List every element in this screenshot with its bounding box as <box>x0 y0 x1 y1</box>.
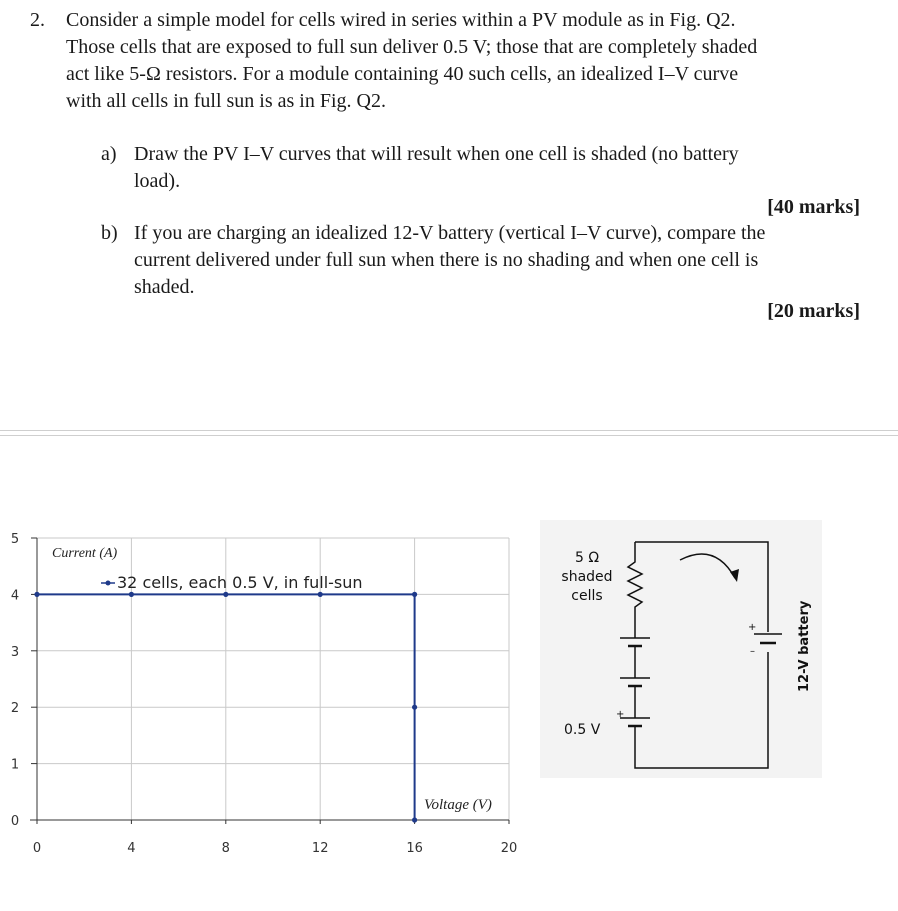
legend <box>101 573 363 592</box>
x-tick-label: 16 <box>406 841 423 856</box>
x-tick-label: 0 <box>32 841 42 856</box>
x-axis-label: Voltage (V) <box>424 797 492 813</box>
question-number: 2. <box>30 9 45 31</box>
intro-line: with all cells in full sun is as in Fig. Q2. <box>66 90 386 112</box>
resistor-label-shaded: shaded <box>561 569 613 585</box>
page-divider <box>0 430 898 431</box>
x-tick-label: 8 <box>221 841 230 856</box>
cell-plus: + <box>616 709 625 720</box>
question-intro <box>66 7 866 115</box>
part-a-line: load). <box>134 170 181 192</box>
data-point <box>223 592 228 597</box>
battery-plus: + <box>748 622 757 633</box>
y-tick-label: 4 <box>10 588 20 604</box>
y-tick-label: 5 <box>10 532 20 547</box>
circuit-diagram <box>540 520 830 780</box>
x-tick-label: 4 <box>127 841 136 856</box>
iv-chart <box>0 525 540 905</box>
part-a-line: Draw the PV I–V curves that will result when one cell is shaded (no battery <box>134 143 739 165</box>
legend-label: 32 cells, each 0.5 V, in full-sun <box>117 573 363 592</box>
battery-minus: – <box>750 646 755 657</box>
y-tick-label: 0 <box>10 814 20 829</box>
y-tick-label: 3 <box>10 644 20 660</box>
page-divider <box>0 435 898 436</box>
battery-label: 12-V battery <box>797 600 812 692</box>
data-point <box>412 592 417 597</box>
y-axis-label: Current (A) <box>52 546 118 561</box>
resistor-value: 5 Ω <box>574 550 600 566</box>
part-a-text <box>134 141 864 195</box>
data-point <box>412 705 417 710</box>
intro-line: Those cells that are exposed to full sun deliver 0.5 V; those that are completely shaded <box>66 36 758 58</box>
x-tick-label: 12 <box>311 841 329 856</box>
part-b-text <box>134 220 864 301</box>
data-point <box>129 592 134 597</box>
data-point <box>318 592 323 597</box>
resistor-label-cells: cells <box>571 588 603 604</box>
legend-marker <box>106 581 111 586</box>
x-tick-label: 20 <box>500 841 518 856</box>
part-b-line: If you are charging an idealized 12-V battery (vertical I–V curve), compare the <box>134 222 766 244</box>
cell-voltage-label: 0.5 V <box>564 722 601 738</box>
y-tick-label: 2 <box>10 701 20 717</box>
part-a-label: a) <box>101 143 117 165</box>
intro-line: act like 5-Ω resistors. For a module containing 40 such cells, an idealized I–V curve <box>66 63 739 85</box>
data-point <box>34 592 39 597</box>
intro-line: Consider a simple model for cells wired in series within a PV module as in Fig. Q2. <box>66 9 736 31</box>
part-a-marks: [40 marks] <box>767 196 860 218</box>
part-b-line: current delivered under full sun when there is no shading and when one cell is <box>134 249 759 271</box>
part-b-line: shaded. <box>134 276 195 298</box>
part-b-label: b) <box>101 222 118 244</box>
part-b-marks: [20 marks] <box>767 300 860 322</box>
data-point <box>412 817 417 822</box>
y-tick-label: 1 <box>10 757 20 773</box>
